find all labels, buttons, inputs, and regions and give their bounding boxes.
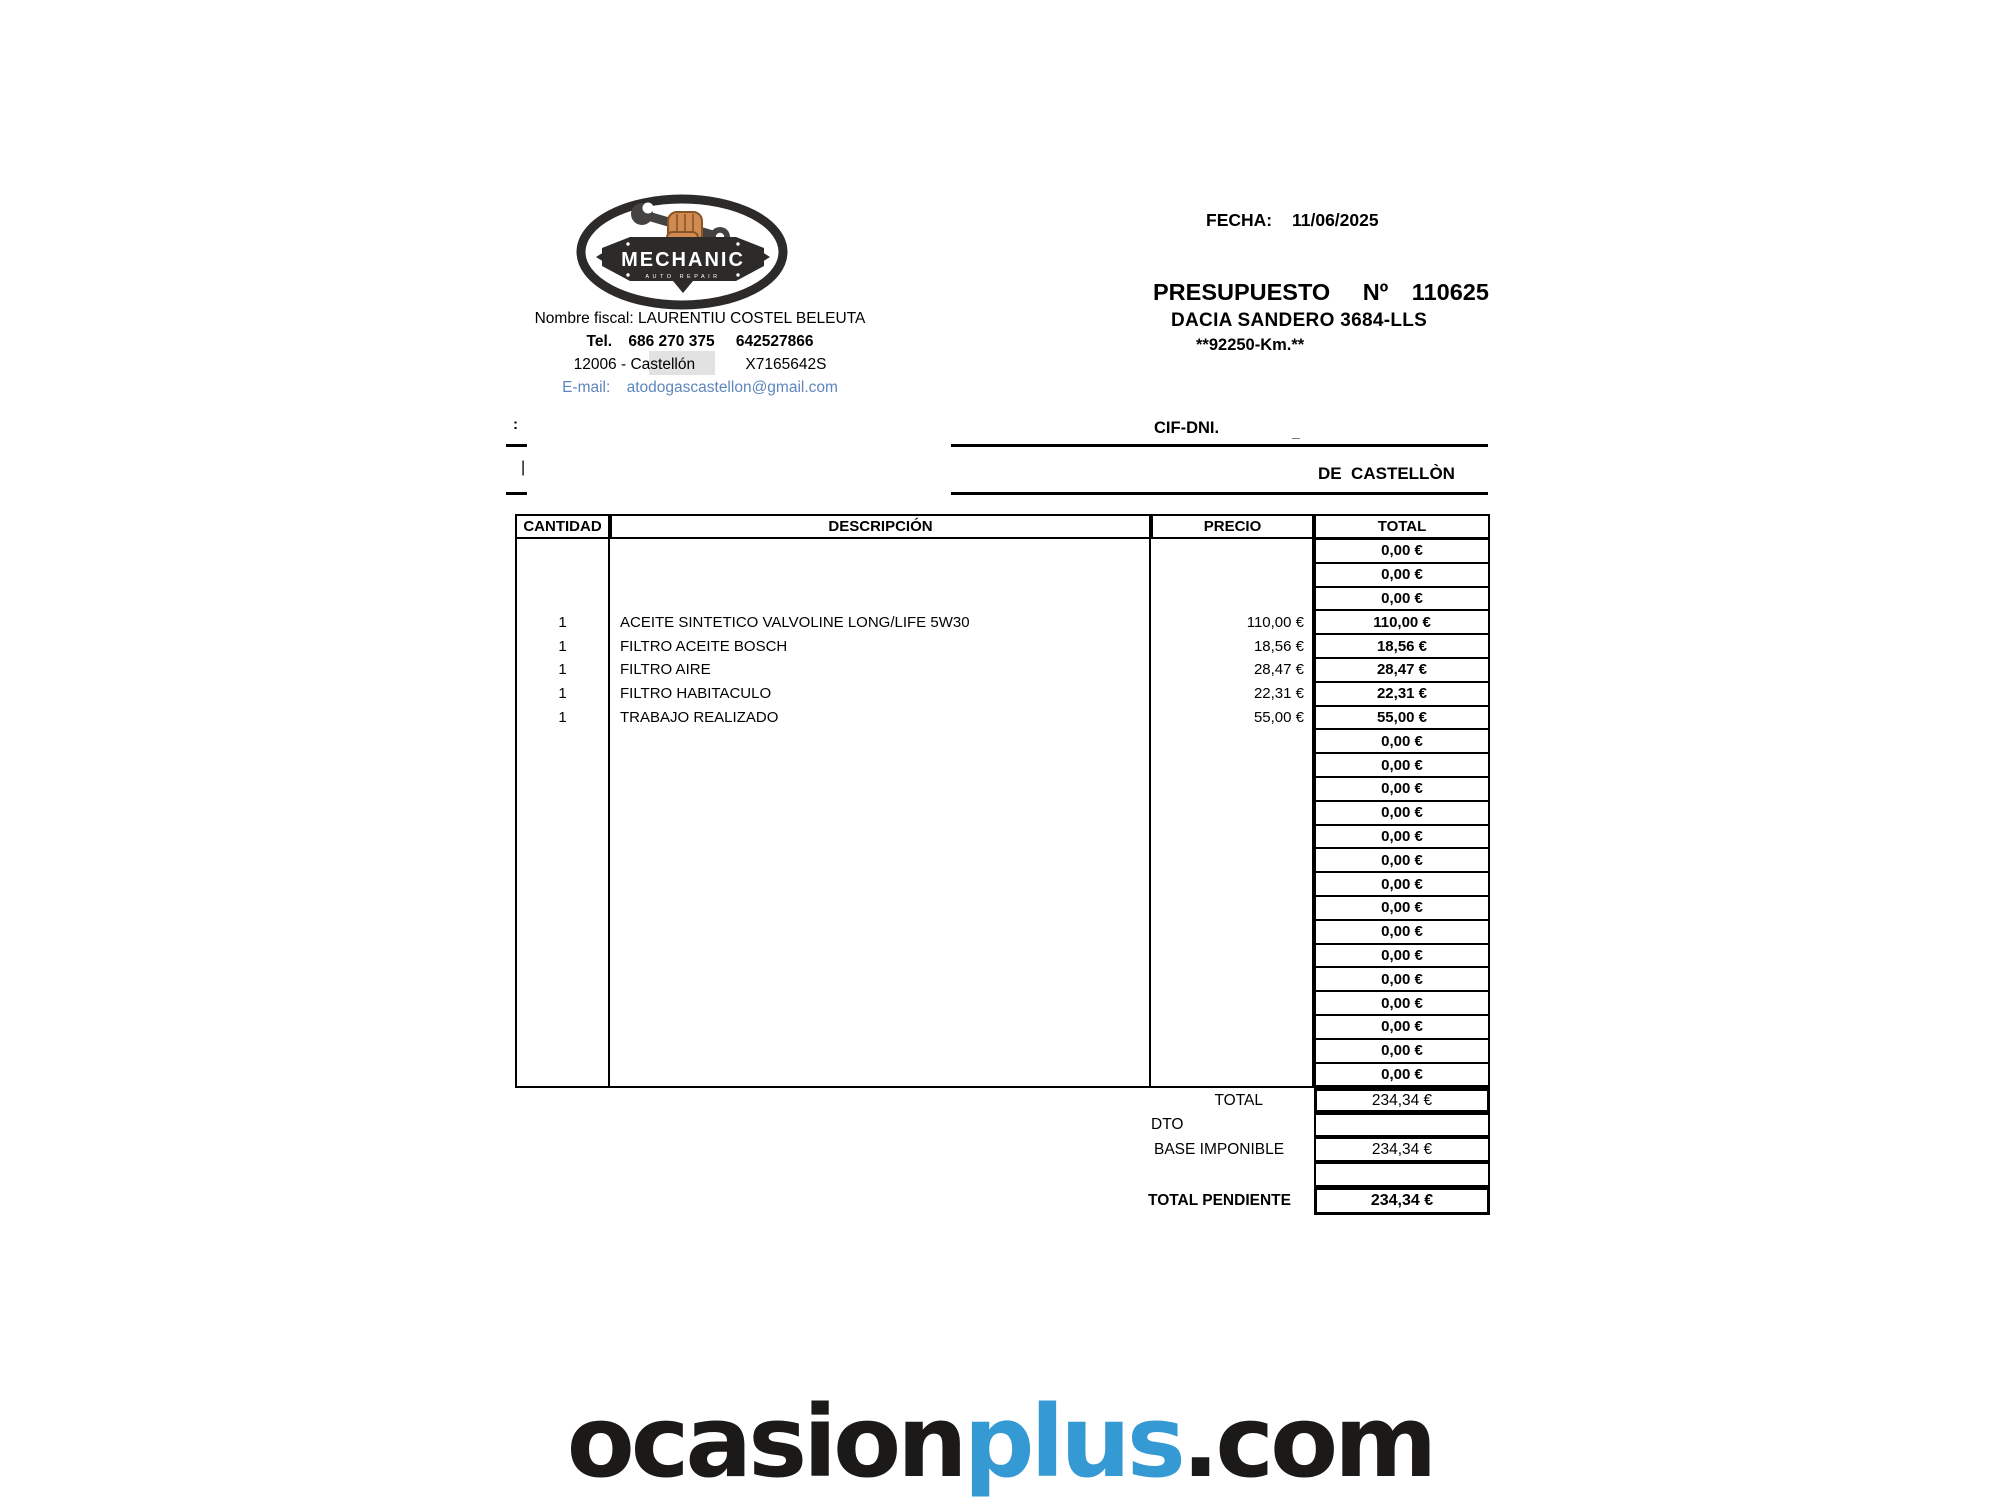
total-cell: 18,56 € xyxy=(1314,634,1490,658)
table-row xyxy=(515,587,1490,611)
mileage-line: **92250-Km.** xyxy=(1196,336,1305,354)
price-cell xyxy=(1151,801,1314,825)
email-line xyxy=(470,376,930,399)
province-underline xyxy=(951,492,1488,495)
total-cell: 0,00 € xyxy=(1314,825,1490,849)
table-row xyxy=(515,967,1490,991)
vehicle-line: DACIA SANDERO 3684-LLS xyxy=(1171,310,1428,331)
description-cell xyxy=(610,1063,1151,1087)
quantity-cell: 1 xyxy=(515,634,610,658)
mechanic-logo xyxy=(570,188,802,312)
price-cell xyxy=(1151,825,1314,849)
summary-label: BASE IMPONIBLE xyxy=(1154,1140,1285,1158)
table-header-cantidad: CANTIDAD xyxy=(515,514,610,539)
description-cell xyxy=(610,753,1151,777)
summary-row xyxy=(515,1187,1490,1215)
description-cell: FILTRO ACEITE BOSCH xyxy=(610,634,1151,658)
description-cell: FILTRO HABITACULO xyxy=(610,682,1151,706)
description-cell xyxy=(610,920,1151,944)
date-label: FECHA: xyxy=(1206,210,1273,230)
description-cell xyxy=(610,563,1151,587)
quantity-cell: 1 xyxy=(515,706,610,730)
date-value: 11/06/2025 xyxy=(1291,210,1379,230)
total-cell: 0,00 € xyxy=(1314,729,1490,753)
description-cell xyxy=(610,991,1151,1015)
brand-footer xyxy=(0,1385,2000,1500)
table-row xyxy=(515,729,1490,753)
quantity-cell xyxy=(515,944,610,968)
phone-number-1: 686 270 375 xyxy=(628,333,715,350)
price-cell xyxy=(1151,563,1314,587)
summary-value xyxy=(1314,1113,1490,1137)
brand-ocasion: ocasion xyxy=(566,1385,964,1500)
address-line xyxy=(470,353,930,376)
description-cell: TRABAJO REALIZADO xyxy=(610,706,1151,730)
table-row xyxy=(515,706,1490,730)
description-cell xyxy=(610,777,1151,801)
summary-label: TOTAL xyxy=(1214,1091,1263,1109)
summary-spacer xyxy=(515,1113,1085,1137)
description-cell xyxy=(610,1015,1151,1039)
doc-number-label: Nº xyxy=(1362,279,1389,305)
phone-line xyxy=(470,330,930,353)
quantity-cell xyxy=(515,587,610,611)
total-cell: 0,00 € xyxy=(1314,539,1490,563)
redaction-underline-2 xyxy=(506,492,527,495)
description-cell xyxy=(610,587,1151,611)
description-cell xyxy=(610,1039,1151,1063)
table-header-precio: PRECIO xyxy=(1151,514,1314,539)
price-cell xyxy=(1151,920,1314,944)
table-header-descripcion: DESCRIPCIÓN xyxy=(610,514,1151,539)
summary-label xyxy=(1085,1162,1314,1187)
table-row xyxy=(515,896,1490,920)
description-cell xyxy=(610,896,1151,920)
quantity-cell xyxy=(515,1015,610,1039)
quantity-cell: 1 xyxy=(515,610,610,634)
table-row xyxy=(515,658,1490,682)
table-row xyxy=(515,539,1490,563)
cif-dni-mark: _ xyxy=(1292,424,1300,440)
table-row xyxy=(515,610,1490,634)
quantity-cell xyxy=(515,777,610,801)
logo-subtitle: AUTO REPAIR xyxy=(645,274,721,280)
logo-title: MECHANIC xyxy=(621,249,745,271)
quantity-cell xyxy=(515,801,610,825)
price-cell xyxy=(1151,896,1314,920)
date-line xyxy=(1206,210,1379,231)
quantity-cell xyxy=(515,920,610,944)
description-cell xyxy=(610,801,1151,825)
table-row xyxy=(515,944,1490,968)
quantity-cell xyxy=(515,825,610,849)
summary-section xyxy=(515,1088,1490,1215)
table-row xyxy=(515,920,1490,944)
price-cell: 55,00 € xyxy=(1151,706,1314,730)
price-cell xyxy=(1151,967,1314,991)
cif-underline xyxy=(951,444,1488,447)
fiscal-name-line xyxy=(470,307,930,330)
table-row xyxy=(515,563,1490,587)
quantity-cell: 1 xyxy=(515,658,610,682)
phone-label: Tel. xyxy=(586,333,613,350)
table-row xyxy=(515,682,1490,706)
quantity-cell xyxy=(515,1063,610,1087)
quantity-cell xyxy=(515,1039,610,1063)
doc-type: PRESUPUESTO xyxy=(1153,279,1331,305)
tax-id: X7165642S xyxy=(745,356,827,373)
phone-number-2: 642527866 xyxy=(735,333,814,350)
total-cell: 0,00 € xyxy=(1314,896,1490,920)
summary-row xyxy=(515,1113,1490,1137)
quantity-cell xyxy=(515,539,610,563)
table-header-total: TOTAL xyxy=(1314,514,1490,539)
total-cell: 28,47 € xyxy=(1314,658,1490,682)
total-cell: 0,00 € xyxy=(1314,872,1490,896)
total-cell: 0,00 € xyxy=(1314,920,1490,944)
email-label: E-mail: xyxy=(562,379,611,396)
quantity-cell: 1 xyxy=(515,682,610,706)
table-row xyxy=(515,848,1490,872)
table-row xyxy=(515,777,1490,801)
table-row xyxy=(515,1015,1490,1039)
email-address: atodogascastellon@gmail.com xyxy=(626,379,838,396)
description-cell xyxy=(610,944,1151,968)
total-cell: 0,00 € xyxy=(1314,991,1490,1015)
postal-city: 12006 - Castellón xyxy=(573,356,696,373)
table-row xyxy=(515,872,1490,896)
quantity-cell xyxy=(515,872,610,896)
total-cell: 0,00 € xyxy=(1314,1039,1490,1063)
quantity-cell xyxy=(515,896,610,920)
description-cell xyxy=(610,872,1151,896)
price-cell xyxy=(1151,1063,1314,1087)
quantity-cell xyxy=(515,729,610,753)
province-label: DE CASTELLÒN xyxy=(1318,464,1455,483)
price-cell xyxy=(1151,729,1314,753)
quantity-cell xyxy=(515,991,610,1015)
table-row xyxy=(515,825,1490,849)
table-body xyxy=(515,539,1490,1088)
table-row xyxy=(515,1039,1490,1063)
quantity-cell xyxy=(515,848,610,872)
summary-spacer xyxy=(515,1162,1085,1187)
table-row xyxy=(515,991,1490,1015)
quantity-cell xyxy=(515,967,610,991)
price-cell xyxy=(1151,539,1314,563)
total-cell: 0,00 € xyxy=(1314,587,1490,611)
description-cell xyxy=(610,825,1151,849)
fiscal-name-label: Nombre fiscal: xyxy=(534,310,634,327)
price-cell: 28,47 € xyxy=(1151,658,1314,682)
price-cell xyxy=(1151,944,1314,968)
price-cell xyxy=(1151,848,1314,872)
brand-com: .com xyxy=(1181,1385,1434,1500)
table-row xyxy=(515,634,1490,658)
summary-spacer xyxy=(515,1187,1085,1215)
price-cell xyxy=(1151,753,1314,777)
price-cell xyxy=(1151,1015,1314,1039)
company-info xyxy=(470,307,930,399)
document-title xyxy=(1153,279,1489,306)
items-table xyxy=(515,514,1490,1215)
summary-value: 234,34 € xyxy=(1314,1088,1490,1113)
total-cell: 0,00 € xyxy=(1314,848,1490,872)
fiscal-name-value: LAURENTIU COSTEL BELEUTA xyxy=(637,310,866,327)
total-cell: 0,00 € xyxy=(1314,1063,1490,1087)
quantity-cell xyxy=(515,563,610,587)
total-cell: 0,00 € xyxy=(1314,753,1490,777)
description-cell xyxy=(610,848,1151,872)
summary-row xyxy=(515,1088,1490,1113)
table-row xyxy=(515,753,1490,777)
price-cell xyxy=(1151,872,1314,896)
price-cell xyxy=(1151,1039,1314,1063)
table-row xyxy=(515,801,1490,825)
summary-label: TOTAL PENDIENTE xyxy=(1148,1192,1291,1210)
table-header-row xyxy=(515,514,1490,539)
total-cell: 22,31 € xyxy=(1314,682,1490,706)
total-cell: 55,00 € xyxy=(1314,706,1490,730)
summary-spacer xyxy=(515,1088,1085,1113)
redaction-mark-2: | xyxy=(521,459,526,476)
redaction-underline-1 xyxy=(506,444,527,447)
cif-dni-label: CIF-DNI. xyxy=(1154,419,1220,437)
summary-value: 234,34 € xyxy=(1314,1187,1490,1215)
description-cell xyxy=(610,729,1151,753)
redaction-mark-1: : xyxy=(513,416,518,433)
price-cell xyxy=(1151,777,1314,801)
description-cell: ACEITE SINTETICO VALVOLINE LONG/LIFE 5W30 xyxy=(610,610,1151,634)
price-cell: 110,00 € xyxy=(1151,610,1314,634)
table-row xyxy=(515,1063,1490,1087)
total-cell: 0,00 € xyxy=(1314,967,1490,991)
total-cell: 0,00 € xyxy=(1314,801,1490,825)
description-cell xyxy=(610,967,1151,991)
summary-spacer xyxy=(515,1137,1085,1162)
summary-row xyxy=(515,1137,1490,1162)
total-cell: 0,00 € xyxy=(1314,944,1490,968)
quantity-cell xyxy=(515,753,610,777)
total-cell: 0,00 € xyxy=(1314,777,1490,801)
price-cell xyxy=(1151,991,1314,1015)
summary-value xyxy=(1314,1162,1490,1187)
total-cell: 0,00 € xyxy=(1314,563,1490,587)
brand-plus: plus xyxy=(963,1385,1182,1500)
total-cell: 110,00 € xyxy=(1314,610,1490,634)
doc-number: 110625 xyxy=(1411,279,1489,305)
summary-row xyxy=(515,1162,1490,1187)
total-cell: 0,00 € xyxy=(1314,1015,1490,1039)
description-cell xyxy=(610,539,1151,563)
description-cell: FILTRO AIRE xyxy=(610,658,1151,682)
summary-label: DTO xyxy=(1151,1116,1184,1134)
summary-value: 234,34 € xyxy=(1314,1137,1490,1162)
price-cell: 18,56 € xyxy=(1151,634,1314,658)
price-cell xyxy=(1151,587,1314,611)
price-cell: 22,31 € xyxy=(1151,682,1314,706)
